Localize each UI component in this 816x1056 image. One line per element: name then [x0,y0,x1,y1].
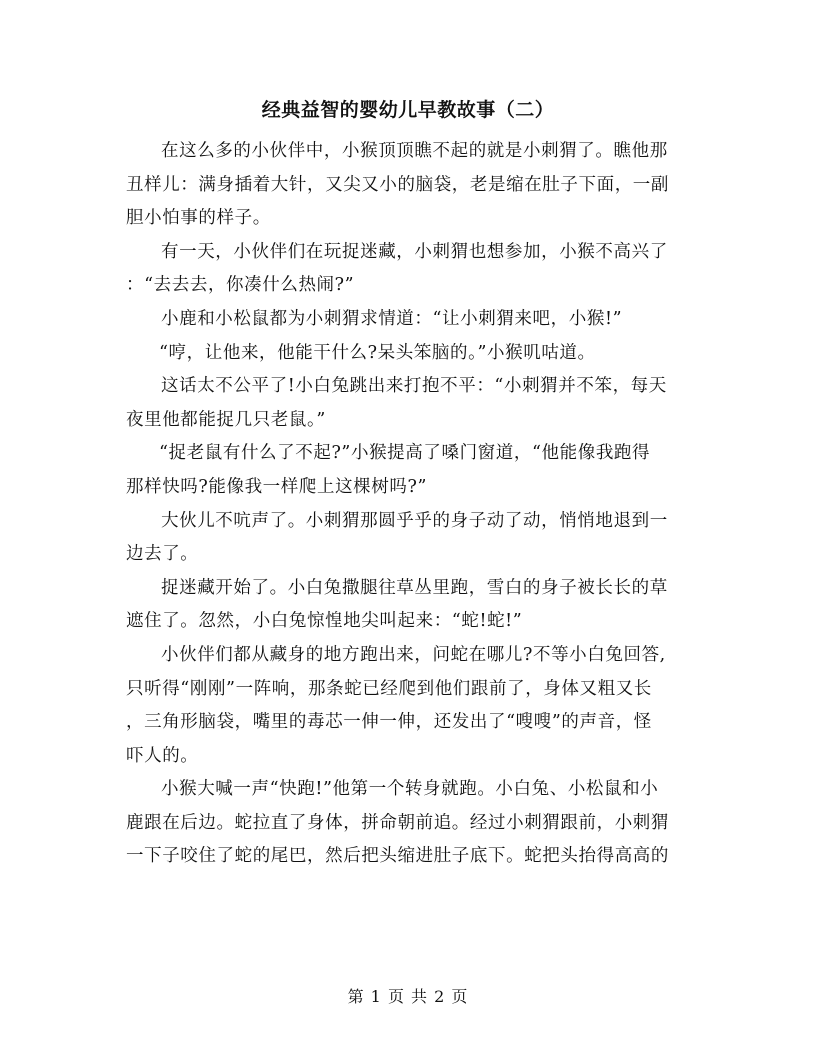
paragraph-line: 捉迷藏开始了。小白兔撒腿往草丛里跑，雪白的身子被长长的草 [161,577,668,598]
paragraph-line: 胆小怕事的样子。 [126,208,271,229]
paragraph-line: 遮住了。忽然，小白兔惊惶地尖叫起来：“蛇!蛇!” [126,611,523,632]
paragraph-line: 小伙伴们都从藏身的地方跑出来，问蛇在哪儿?不等小白兔回答, [161,644,666,665]
document-body [126,135,696,874]
paragraph-line: 只听得“刚刚”一阵响，那条蛇已经爬到他们跟前了，身体又粗又长 [126,678,652,699]
paragraph-line: 小猴大喊一声“快跑!”他第一个转身就跑。小白兔、小松鼠和小 [161,779,659,800]
paragraph-line: ，三角形脑袋，嘴里的毒芯一伸一伸，还发出了“嗖嗖”的声音，怪 [126,712,652,733]
paragraph-line: “哼，让他来，他能干什么?呆头笨脑的。”小猴叽咕道。 [159,342,596,363]
paragraph-line: “捉老鼠有什么了不起?”小猴提高了嗓门窗道，“他能像我跑得 [159,443,651,464]
paragraph-line: 边去了。 [126,544,199,565]
paragraph-line: 夜里他都能捉几只老鼠。” [126,409,326,430]
paragraph-line: 在这么多的小伙伴中，小猴顶顶瞧不起的就是小刺猬了。瞧他那 [161,141,668,161]
paragraph-line: 丑样儿：满身插着大针，又尖又小的脑袋，老是缩在肚子下面，一副 [126,174,669,195]
document-title: 经典益智的婴幼儿早教故事（二） [261,99,555,121]
paragraph-line: ：“去去去，你凑什么热闹?” [126,275,355,296]
paragraph-line: 有一天，小伙伴们在玩捉迷藏，小刺猬也想参加，小猴不高兴了 [161,241,668,262]
paragraph-line: 小鹿和小松鼠都为小刺猬求情道：“让小刺猬来吧，小猴!” [161,308,623,329]
paragraph-line: 一下子咬住了蛇的尾巴，然后把头缩进肚子底下。蛇把头抬得高高的 [126,846,669,867]
paragraph-line: 那样快吗?能像我一样爬上这棵树吗?” [126,476,428,497]
paragraph-line: 大伙儿不吭声了。小刺猬那圆乎乎的身子动了动，悄悄地退到一 [161,510,668,531]
paragraph-line: 吓人的。 [126,745,199,766]
page-footer: 第 1 页 共 2 页 [347,987,469,1006]
paragraph-line: 鹿跟在后边。蛇拉直了身体，拼命朝前追。经过小刺猬跟前，小刺猬 [126,812,669,833]
paragraph-line: 这话太不公平了!小白兔跳出来打抱不平：“小刺猬并不笨，每天 [161,376,667,397]
